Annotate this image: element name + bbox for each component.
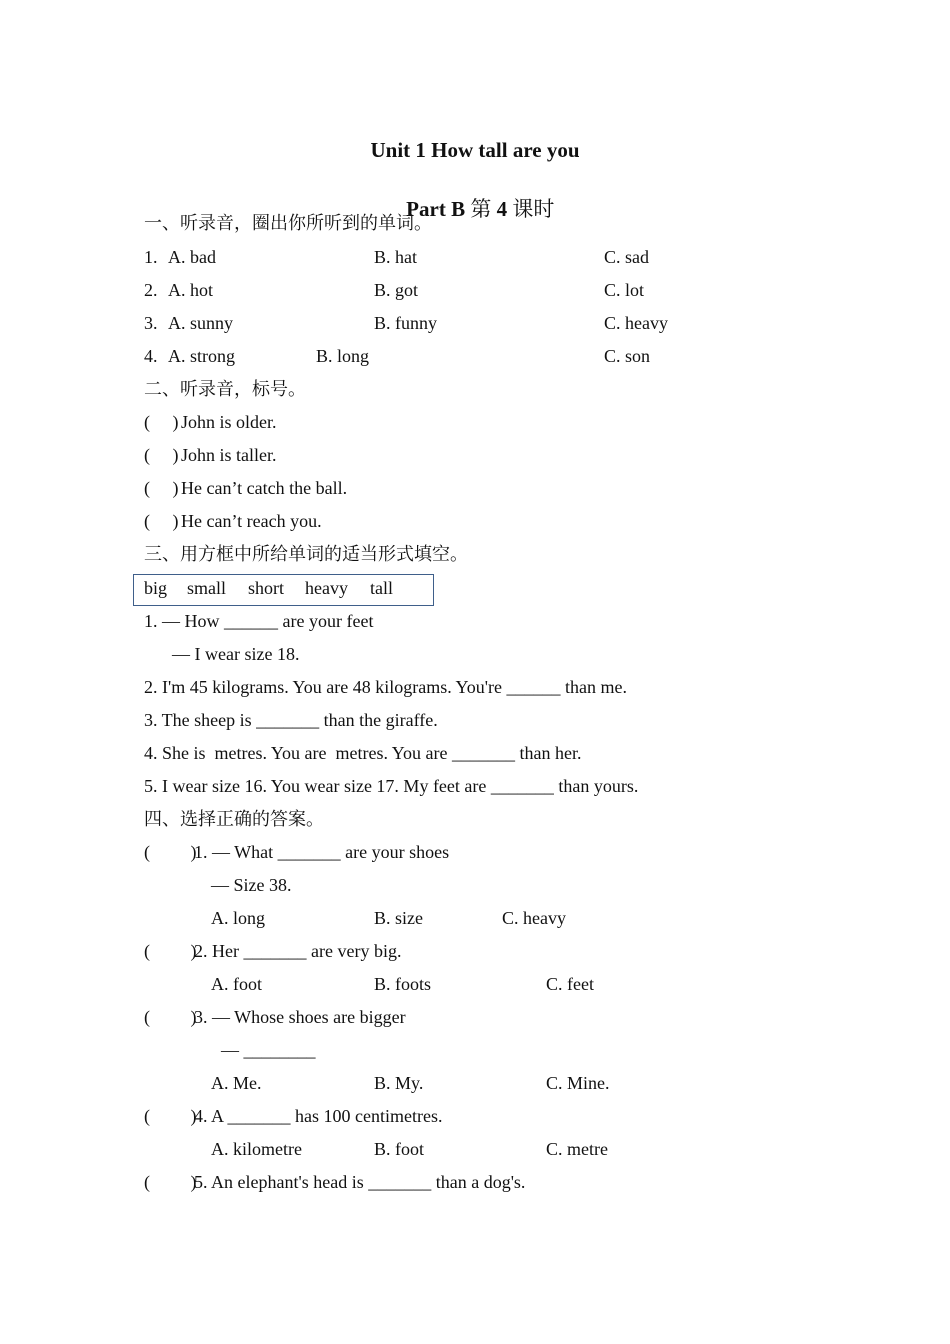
s4-q3-stem: 3. — Whose shoes are bigger — [194, 1007, 406, 1027]
s2-item1-paren[interactable]: ( ) — [144, 412, 179, 432]
s4-q2-stem: 2. Her _______ are very big. — [194, 941, 402, 961]
s1-item1-b: B. hat — [374, 247, 417, 267]
s1-item2-num: 2. — [144, 280, 158, 300]
s4-q3-paren[interactable]: ( ) — [144, 1007, 197, 1027]
s4-q3-option-c: C. Mine. — [546, 1073, 610, 1093]
s1-item1-num: 1. — [144, 247, 158, 267]
s3-item2: 2. I'm 45 kilograms. You are 48 kilograms. You're ______ than me. — [144, 677, 627, 697]
s1-item2-b: B. got — [374, 280, 419, 300]
word-box-word: heavy — [305, 578, 348, 598]
s4-q2-option-a: A. foot — [211, 974, 262, 994]
s2-item1-text: John is older. — [181, 412, 277, 432]
subtitle-part: Part B — [406, 197, 466, 221]
s1-item4-c: C. son — [604, 346, 651, 366]
s2-item2-paren[interactable]: ( ) — [144, 445, 179, 465]
subtitle-keshi: 课时 — [512, 197, 555, 221]
s1-item1-a: A. bad — [168, 247, 216, 267]
s2-item4-text: He can’t reach you. — [181, 511, 322, 531]
s3-item4: 4. She is metres. You are metres. You are _______ than her. — [144, 743, 582, 763]
s1-item4-a: A. strong — [168, 346, 235, 366]
s3-item1: 1. — How ______ are your feet — [144, 611, 374, 631]
s4-q1-option-c: C. heavy — [502, 908, 566, 928]
s4-q4-option-c: C. metre — [546, 1139, 608, 1159]
page-subtitle — [0, 176, 950, 220]
word-box-word: small — [187, 578, 226, 598]
s1-item3-a: A. sunny — [168, 313, 234, 333]
word-box-word: short — [248, 578, 284, 598]
s1-item4-num: 4. — [144, 346, 158, 366]
word-box-word: tall — [370, 578, 393, 598]
section1-heading: 一、听录音，圈出你所听到的单词。 — [144, 213, 432, 233]
s4-q3-option-b: B. My. — [374, 1073, 424, 1093]
s1-item4-b: B. long — [316, 346, 370, 366]
s4-q4-paren[interactable]: ( ) — [144, 1106, 197, 1126]
s4-q3-reply: — ________ — [221, 1040, 316, 1060]
subtitle-di: 第 — [470, 197, 492, 221]
s1-item3-num: 3. — [144, 313, 158, 333]
s4-q3-option-a: A. Me. — [211, 1073, 262, 1093]
s3-item3: 3. The sheep is _______ than the giraffe. — [144, 710, 438, 730]
s4-q5-paren[interactable]: ( ) — [144, 1172, 197, 1192]
s1-item3-b: B. funny — [374, 313, 437, 333]
s4-q4-option-a: A. kilometre — [211, 1139, 302, 1159]
s4-q1-option-b: B. size — [374, 908, 423, 928]
s4-q4-stem: 4. A _______ has 100 centimetres. — [194, 1106, 443, 1126]
s4-q2-option-c: C. feet — [546, 974, 594, 994]
s4-q1-paren[interactable]: ( ) — [144, 842, 197, 862]
s3-item5: 5. I wear size 16. You wear size 17. My feet are _______ than yours. — [144, 776, 639, 796]
section3-heading: 三、用方框中所给单词的适当形式填空。 — [144, 544, 468, 564]
s1-item3-c: C. heavy — [604, 313, 668, 333]
section2-heading: 二、听录音，标号。 — [144, 379, 306, 399]
s2-item2-text: John is taller. — [181, 445, 277, 465]
word-box-word: big — [144, 578, 168, 598]
s2-item3-paren[interactable]: ( ) — [144, 478, 179, 498]
s3-item1-reply: — I wear size 18. — [172, 644, 300, 664]
s2-item3-text: He can’t catch the ball. — [181, 478, 348, 498]
s4-q1-option-a: A. long — [211, 908, 265, 928]
s4-q1-reply: — Size 38. — [211, 875, 292, 895]
s1-item2-a: A. hot — [168, 280, 213, 300]
subtitle-number: 4 — [496, 197, 508, 221]
s4-q2-paren[interactable]: ( ) — [144, 941, 197, 961]
s1-item2-c: C. lot — [604, 280, 645, 300]
s1-item1-c: C. sad — [604, 247, 649, 267]
page-title: Unit 1 How tall are you — [370, 138, 580, 162]
s4-q1-stem: 1. — What _______ are your shoes — [194, 842, 450, 862]
s4-q2-option-b: B. foots — [374, 974, 432, 994]
section4-heading: 四、选择正确的答案。 — [144, 809, 324, 829]
s4-q5-stem: 5. An elephant's head is _______ than a dog's. — [194, 1172, 526, 1192]
s2-item4-paren[interactable]: ( ) — [144, 511, 179, 531]
s4-q4-option-b: B. foot — [374, 1139, 425, 1159]
